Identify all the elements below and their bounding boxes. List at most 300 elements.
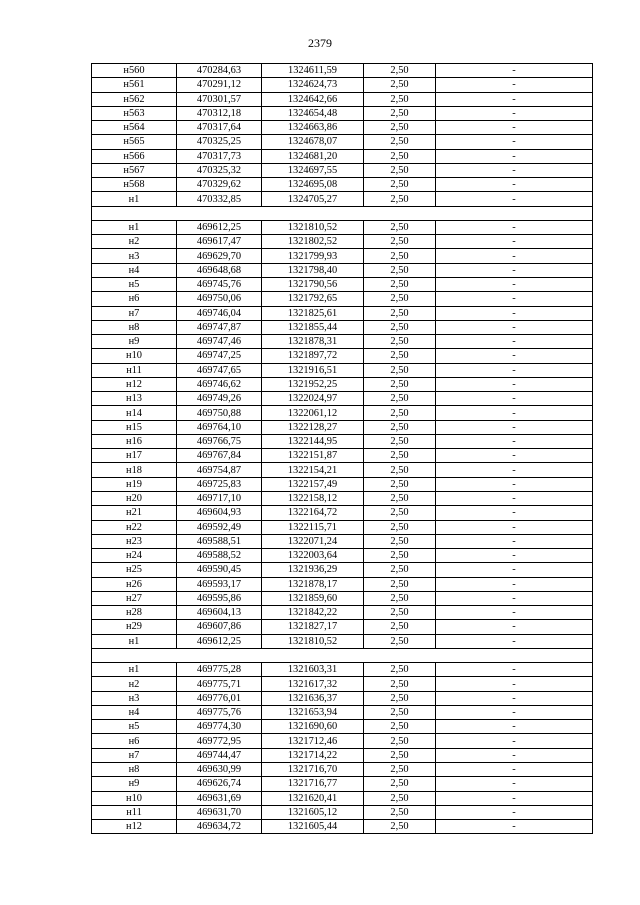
y-coordinate-cell: 1321859,60 [262, 591, 364, 605]
accuracy-cell: 2,50 [364, 463, 436, 477]
method-cell: - [436, 135, 593, 149]
x-coordinate-cell: 469630,99 [177, 763, 262, 777]
method-cell: - [436, 634, 593, 648]
method-cell: - [436, 720, 593, 734]
table-row [92, 320, 593, 334]
accuracy-cell: 2,50 [364, 663, 436, 677]
point-number-cell: н12 [92, 820, 177, 834]
method-cell: - [436, 149, 593, 163]
accuracy-cell: 2,50 [364, 220, 436, 234]
table-separator-row [92, 648, 593, 662]
point-number-cell: н23 [92, 534, 177, 548]
point-number-cell: н16 [92, 434, 177, 448]
accuracy-cell: 2,50 [364, 192, 436, 206]
accuracy-cell: 2,50 [364, 377, 436, 391]
accuracy-cell: 2,50 [364, 591, 436, 605]
accuracy-cell: 2,50 [364, 277, 436, 291]
accuracy-cell: 2,50 [364, 249, 436, 263]
y-coordinate-cell: 1322115,71 [262, 520, 364, 534]
y-coordinate-cell: 1321790,56 [262, 277, 364, 291]
x-coordinate-cell: 469764,10 [177, 420, 262, 434]
method-cell: - [436, 406, 593, 420]
x-coordinate-cell: 469776,01 [177, 691, 262, 705]
method-cell: - [436, 220, 593, 234]
method-cell: - [436, 392, 593, 406]
table-row [92, 748, 593, 762]
method-cell: - [436, 591, 593, 605]
point-number-cell: н564 [92, 121, 177, 135]
y-coordinate-cell: 1322003,64 [262, 549, 364, 563]
table-row [92, 549, 593, 563]
method-cell: - [436, 163, 593, 177]
x-coordinate-cell: 469750,06 [177, 292, 262, 306]
method-cell: - [436, 705, 593, 719]
x-coordinate-cell: 469604,13 [177, 606, 262, 620]
table-row [92, 491, 593, 505]
accuracy-cell: 2,50 [364, 777, 436, 791]
point-number-cell: н12 [92, 377, 177, 391]
y-coordinate-cell: 1321603,31 [262, 663, 364, 677]
point-number-cell: н19 [92, 477, 177, 491]
table-row [92, 121, 593, 135]
point-number-cell: н15 [92, 420, 177, 434]
point-number-cell: н3 [92, 691, 177, 705]
table-row [92, 577, 593, 591]
y-coordinate-cell: 1321842,22 [262, 606, 364, 620]
accuracy-cell: 2,50 [364, 634, 436, 648]
accuracy-cell: 2,50 [364, 335, 436, 349]
table-row [92, 634, 593, 648]
table-row [92, 477, 593, 491]
y-coordinate-cell: 1321714,22 [262, 748, 364, 762]
method-cell: - [436, 763, 593, 777]
point-number-cell: н11 [92, 805, 177, 819]
point-number-cell: н6 [92, 734, 177, 748]
y-coordinate-cell: 1321636,37 [262, 691, 364, 705]
table-row [92, 192, 593, 206]
point-number-cell: н18 [92, 463, 177, 477]
point-number-cell: н5 [92, 277, 177, 291]
x-coordinate-cell: 469595,86 [177, 591, 262, 605]
x-coordinate-cell: 470325,32 [177, 163, 262, 177]
y-coordinate-cell: 1321620,41 [262, 791, 364, 805]
table-row [92, 805, 593, 819]
method-cell: - [436, 249, 593, 263]
accuracy-cell: 2,50 [364, 78, 436, 92]
method-cell: - [436, 606, 593, 620]
point-number-cell: н560 [92, 64, 177, 78]
y-coordinate-cell: 1321799,93 [262, 249, 364, 263]
x-coordinate-cell: 469634,72 [177, 820, 262, 834]
y-coordinate-cell: 1322061,12 [262, 406, 364, 420]
method-cell: - [436, 292, 593, 306]
x-coordinate-cell: 470291,12 [177, 78, 262, 92]
accuracy-cell: 2,50 [364, 734, 436, 748]
method-cell: - [436, 320, 593, 334]
x-coordinate-cell: 469767,84 [177, 449, 262, 463]
y-coordinate-cell: 1321690,60 [262, 720, 364, 734]
y-coordinate-cell: 1324611,59 [262, 64, 364, 78]
x-coordinate-cell: 469746,62 [177, 377, 262, 391]
x-coordinate-cell: 470329,62 [177, 178, 262, 192]
y-coordinate-cell: 1321792,65 [262, 292, 364, 306]
point-number-cell: н5 [92, 720, 177, 734]
point-number-cell: н568 [92, 178, 177, 192]
point-number-cell: н14 [92, 406, 177, 420]
method-cell: - [436, 192, 593, 206]
y-coordinate-cell: 1321716,70 [262, 763, 364, 777]
table-row [92, 734, 593, 748]
table-row [92, 92, 593, 106]
x-coordinate-cell: 469747,46 [177, 335, 262, 349]
y-coordinate-cell: 1322024,97 [262, 392, 364, 406]
table-row [92, 791, 593, 805]
point-number-cell: н17 [92, 449, 177, 463]
point-number-cell: н1 [92, 634, 177, 648]
accuracy-cell: 2,50 [364, 320, 436, 334]
y-coordinate-cell: 1321653,94 [262, 705, 364, 719]
y-coordinate-cell: 1321916,51 [262, 363, 364, 377]
method-cell: - [436, 277, 593, 291]
method-cell: - [436, 434, 593, 448]
method-cell: - [436, 791, 593, 805]
x-coordinate-cell: 469747,25 [177, 349, 262, 363]
accuracy-cell: 2,50 [364, 121, 436, 135]
point-number-cell: н25 [92, 563, 177, 577]
accuracy-cell: 2,50 [364, 306, 436, 320]
x-coordinate-cell: 469588,51 [177, 534, 262, 548]
accuracy-cell: 2,50 [364, 520, 436, 534]
point-number-cell: н1 [92, 663, 177, 677]
point-number-cell: н28 [92, 606, 177, 620]
y-coordinate-cell: 1321897,72 [262, 349, 364, 363]
accuracy-cell: 2,50 [364, 620, 436, 634]
accuracy-cell: 2,50 [364, 748, 436, 762]
point-number-cell: н2 [92, 677, 177, 691]
point-number-cell: н566 [92, 149, 177, 163]
accuracy-cell: 2,50 [364, 763, 436, 777]
point-number-cell: н9 [92, 335, 177, 349]
x-coordinate-cell: 469593,17 [177, 577, 262, 591]
method-cell: - [436, 691, 593, 705]
accuracy-cell: 2,50 [364, 820, 436, 834]
table-row [92, 449, 593, 463]
y-coordinate-cell: 1322164,72 [262, 506, 364, 520]
accuracy-cell: 2,50 [364, 163, 436, 177]
table-row [92, 377, 593, 391]
table-row [92, 406, 593, 420]
point-number-cell: н7 [92, 748, 177, 762]
y-coordinate-cell: 1321827,17 [262, 620, 364, 634]
y-coordinate-cell: 1321936,29 [262, 563, 364, 577]
point-number-cell: н4 [92, 263, 177, 277]
x-coordinate-cell: 469746,04 [177, 306, 262, 320]
y-coordinate-cell: 1324678,07 [262, 135, 364, 149]
point-number-cell: н26 [92, 577, 177, 591]
point-number-cell: н1 [92, 192, 177, 206]
accuracy-cell: 2,50 [364, 349, 436, 363]
x-coordinate-cell: 469766,75 [177, 434, 262, 448]
coordinates-table-body [92, 64, 593, 834]
x-coordinate-cell: 470301,57 [177, 92, 262, 106]
table-row [92, 663, 593, 677]
method-cell: - [436, 620, 593, 634]
x-coordinate-cell: 469747,87 [177, 320, 262, 334]
point-number-cell: н8 [92, 320, 177, 334]
x-coordinate-cell: 470317,64 [177, 121, 262, 135]
method-cell: - [436, 534, 593, 548]
accuracy-cell: 2,50 [364, 292, 436, 306]
point-number-cell: н2 [92, 235, 177, 249]
table-row [92, 335, 593, 349]
x-coordinate-cell: 469592,49 [177, 520, 262, 534]
x-coordinate-cell: 469745,76 [177, 277, 262, 291]
table-row [92, 220, 593, 234]
table-row [92, 135, 593, 149]
point-number-cell: н7 [92, 306, 177, 320]
x-coordinate-cell: 469612,25 [177, 220, 262, 234]
point-number-cell: н561 [92, 78, 177, 92]
y-coordinate-cell: 1322154,21 [262, 463, 364, 477]
table-row [92, 420, 593, 434]
point-number-cell: н13 [92, 392, 177, 406]
x-coordinate-cell: 469617,47 [177, 235, 262, 249]
x-coordinate-cell: 469774,30 [177, 720, 262, 734]
method-cell: - [436, 64, 593, 78]
point-number-cell: н562 [92, 92, 177, 106]
x-coordinate-cell: 469607,86 [177, 620, 262, 634]
table-row [92, 106, 593, 120]
accuracy-cell: 2,50 [364, 235, 436, 249]
accuracy-cell: 2,50 [364, 406, 436, 420]
x-coordinate-cell: 469747,65 [177, 363, 262, 377]
point-number-cell: н22 [92, 520, 177, 534]
accuracy-cell: 2,50 [364, 178, 436, 192]
x-coordinate-cell: 469648,68 [177, 263, 262, 277]
method-cell: - [436, 306, 593, 320]
accuracy-cell: 2,50 [364, 506, 436, 520]
y-coordinate-cell: 1324697,55 [262, 163, 364, 177]
accuracy-cell: 2,50 [364, 720, 436, 734]
table-separator-row [92, 206, 593, 220]
table-row [92, 777, 593, 791]
x-coordinate-cell: 469754,87 [177, 463, 262, 477]
x-coordinate-cell: 469772,95 [177, 734, 262, 748]
table-row [92, 277, 593, 291]
method-cell: - [436, 178, 593, 192]
x-coordinate-cell: 470284,63 [177, 64, 262, 78]
y-coordinate-cell: 1321825,61 [262, 306, 364, 320]
x-coordinate-cell: 469604,93 [177, 506, 262, 520]
table-row [92, 392, 593, 406]
x-coordinate-cell: 469588,52 [177, 549, 262, 563]
x-coordinate-cell: 469590,45 [177, 563, 262, 577]
table-row [92, 434, 593, 448]
x-coordinate-cell: 469775,76 [177, 705, 262, 719]
table-row [92, 705, 593, 719]
method-cell: - [436, 92, 593, 106]
accuracy-cell: 2,50 [364, 791, 436, 805]
y-coordinate-cell: 1324695,08 [262, 178, 364, 192]
x-coordinate-cell: 469775,71 [177, 677, 262, 691]
y-coordinate-cell: 1322128,27 [262, 420, 364, 434]
accuracy-cell: 2,50 [364, 805, 436, 819]
table-row [92, 506, 593, 520]
point-number-cell: н9 [92, 777, 177, 791]
x-coordinate-cell: 469629,70 [177, 249, 262, 263]
point-number-cell: н6 [92, 292, 177, 306]
accuracy-cell: 2,50 [364, 606, 436, 620]
y-coordinate-cell: 1322144,95 [262, 434, 364, 448]
x-coordinate-cell: 469631,70 [177, 805, 262, 819]
accuracy-cell: 2,50 [364, 420, 436, 434]
point-number-cell: н24 [92, 549, 177, 563]
table-row [92, 720, 593, 734]
method-cell: - [436, 663, 593, 677]
method-cell: - [436, 677, 593, 691]
table-row [92, 349, 593, 363]
point-number-cell: н10 [92, 349, 177, 363]
table-row [92, 763, 593, 777]
x-coordinate-cell: 469612,25 [177, 634, 262, 648]
method-cell: - [436, 235, 593, 249]
table-row [92, 78, 593, 92]
y-coordinate-cell: 1321878,17 [262, 577, 364, 591]
y-coordinate-cell: 1321605,44 [262, 820, 364, 834]
method-cell: - [436, 777, 593, 791]
accuracy-cell: 2,50 [364, 705, 436, 719]
table-row [92, 606, 593, 620]
method-cell: - [436, 820, 593, 834]
table-row [92, 249, 593, 263]
y-coordinate-cell: 1324654,48 [262, 106, 364, 120]
point-number-cell: н565 [92, 135, 177, 149]
coordinates-table [91, 63, 593, 834]
x-coordinate-cell: 470312,18 [177, 106, 262, 120]
y-coordinate-cell: 1324642,66 [262, 92, 364, 106]
method-cell: - [436, 734, 593, 748]
method-cell: - [436, 805, 593, 819]
accuracy-cell: 2,50 [364, 534, 436, 548]
accuracy-cell: 2,50 [364, 563, 436, 577]
accuracy-cell: 2,50 [364, 64, 436, 78]
x-coordinate-cell: 469717,10 [177, 491, 262, 505]
y-coordinate-cell: 1321716,77 [262, 777, 364, 791]
accuracy-cell: 2,50 [364, 449, 436, 463]
method-cell: - [436, 449, 593, 463]
method-cell: - [436, 477, 593, 491]
y-coordinate-cell: 1322071,24 [262, 534, 364, 548]
separator-cell [92, 648, 593, 662]
method-cell: - [436, 506, 593, 520]
y-coordinate-cell: 1322158,12 [262, 491, 364, 505]
method-cell: - [436, 349, 593, 363]
table-row [92, 534, 593, 548]
y-coordinate-cell: 1324663,86 [262, 121, 364, 135]
y-coordinate-cell: 1321952,25 [262, 377, 364, 391]
y-coordinate-cell: 1322157,49 [262, 477, 364, 491]
accuracy-cell: 2,50 [364, 491, 436, 505]
table-row [92, 263, 593, 277]
page-number: 2379 [308, 36, 332, 50]
method-cell: - [436, 549, 593, 563]
point-number-cell: н10 [92, 791, 177, 805]
method-cell: - [436, 377, 593, 391]
table-row [92, 591, 593, 605]
accuracy-cell: 2,50 [364, 92, 436, 106]
x-coordinate-cell: 469744,47 [177, 748, 262, 762]
accuracy-cell: 2,50 [364, 549, 436, 563]
point-number-cell: н8 [92, 763, 177, 777]
table-row [92, 463, 593, 477]
accuracy-cell: 2,50 [364, 263, 436, 277]
table-row [92, 820, 593, 834]
y-coordinate-cell: 1321798,40 [262, 263, 364, 277]
y-coordinate-cell: 1324705,27 [262, 192, 364, 206]
x-coordinate-cell: 469749,26 [177, 392, 262, 406]
point-number-cell: н3 [92, 249, 177, 263]
point-number-cell: н27 [92, 591, 177, 605]
method-cell: - [436, 263, 593, 277]
accuracy-cell: 2,50 [364, 135, 436, 149]
method-cell: - [436, 463, 593, 477]
method-cell: - [436, 78, 593, 92]
table-row [92, 149, 593, 163]
accuracy-cell: 2,50 [364, 577, 436, 591]
x-coordinate-cell: 469631,69 [177, 791, 262, 805]
accuracy-cell: 2,50 [364, 677, 436, 691]
point-number-cell: н4 [92, 705, 177, 719]
method-cell: - [436, 335, 593, 349]
point-number-cell: н21 [92, 506, 177, 520]
method-cell: - [436, 121, 593, 135]
point-number-cell: н20 [92, 491, 177, 505]
x-coordinate-cell: 469775,28 [177, 663, 262, 677]
method-cell: - [436, 491, 593, 505]
point-number-cell: н1 [92, 220, 177, 234]
x-coordinate-cell: 469626,74 [177, 777, 262, 791]
y-coordinate-cell: 1321855,44 [262, 320, 364, 334]
table-row [92, 178, 593, 192]
method-cell: - [436, 106, 593, 120]
table-row [92, 620, 593, 634]
x-coordinate-cell: 469725,83 [177, 477, 262, 491]
table-row [92, 691, 593, 705]
method-cell: - [436, 363, 593, 377]
point-number-cell: н11 [92, 363, 177, 377]
y-coordinate-cell: 1321617,32 [262, 677, 364, 691]
y-coordinate-cell: 1321810,52 [262, 220, 364, 234]
table-row [92, 363, 593, 377]
table-row [92, 163, 593, 177]
accuracy-cell: 2,50 [364, 363, 436, 377]
separator-cell [92, 206, 593, 220]
y-coordinate-cell: 1321605,12 [262, 805, 364, 819]
method-cell: - [436, 577, 593, 591]
x-coordinate-cell: 469750,88 [177, 406, 262, 420]
table-row [92, 292, 593, 306]
x-coordinate-cell: 470332,85 [177, 192, 262, 206]
table-row [92, 235, 593, 249]
method-cell: - [436, 563, 593, 577]
y-coordinate-cell: 1321712,46 [262, 734, 364, 748]
table-row [92, 677, 593, 691]
y-coordinate-cell: 1322151,87 [262, 449, 364, 463]
y-coordinate-cell: 1324681,20 [262, 149, 364, 163]
accuracy-cell: 2,50 [364, 106, 436, 120]
point-number-cell: н29 [92, 620, 177, 634]
method-cell: - [436, 520, 593, 534]
